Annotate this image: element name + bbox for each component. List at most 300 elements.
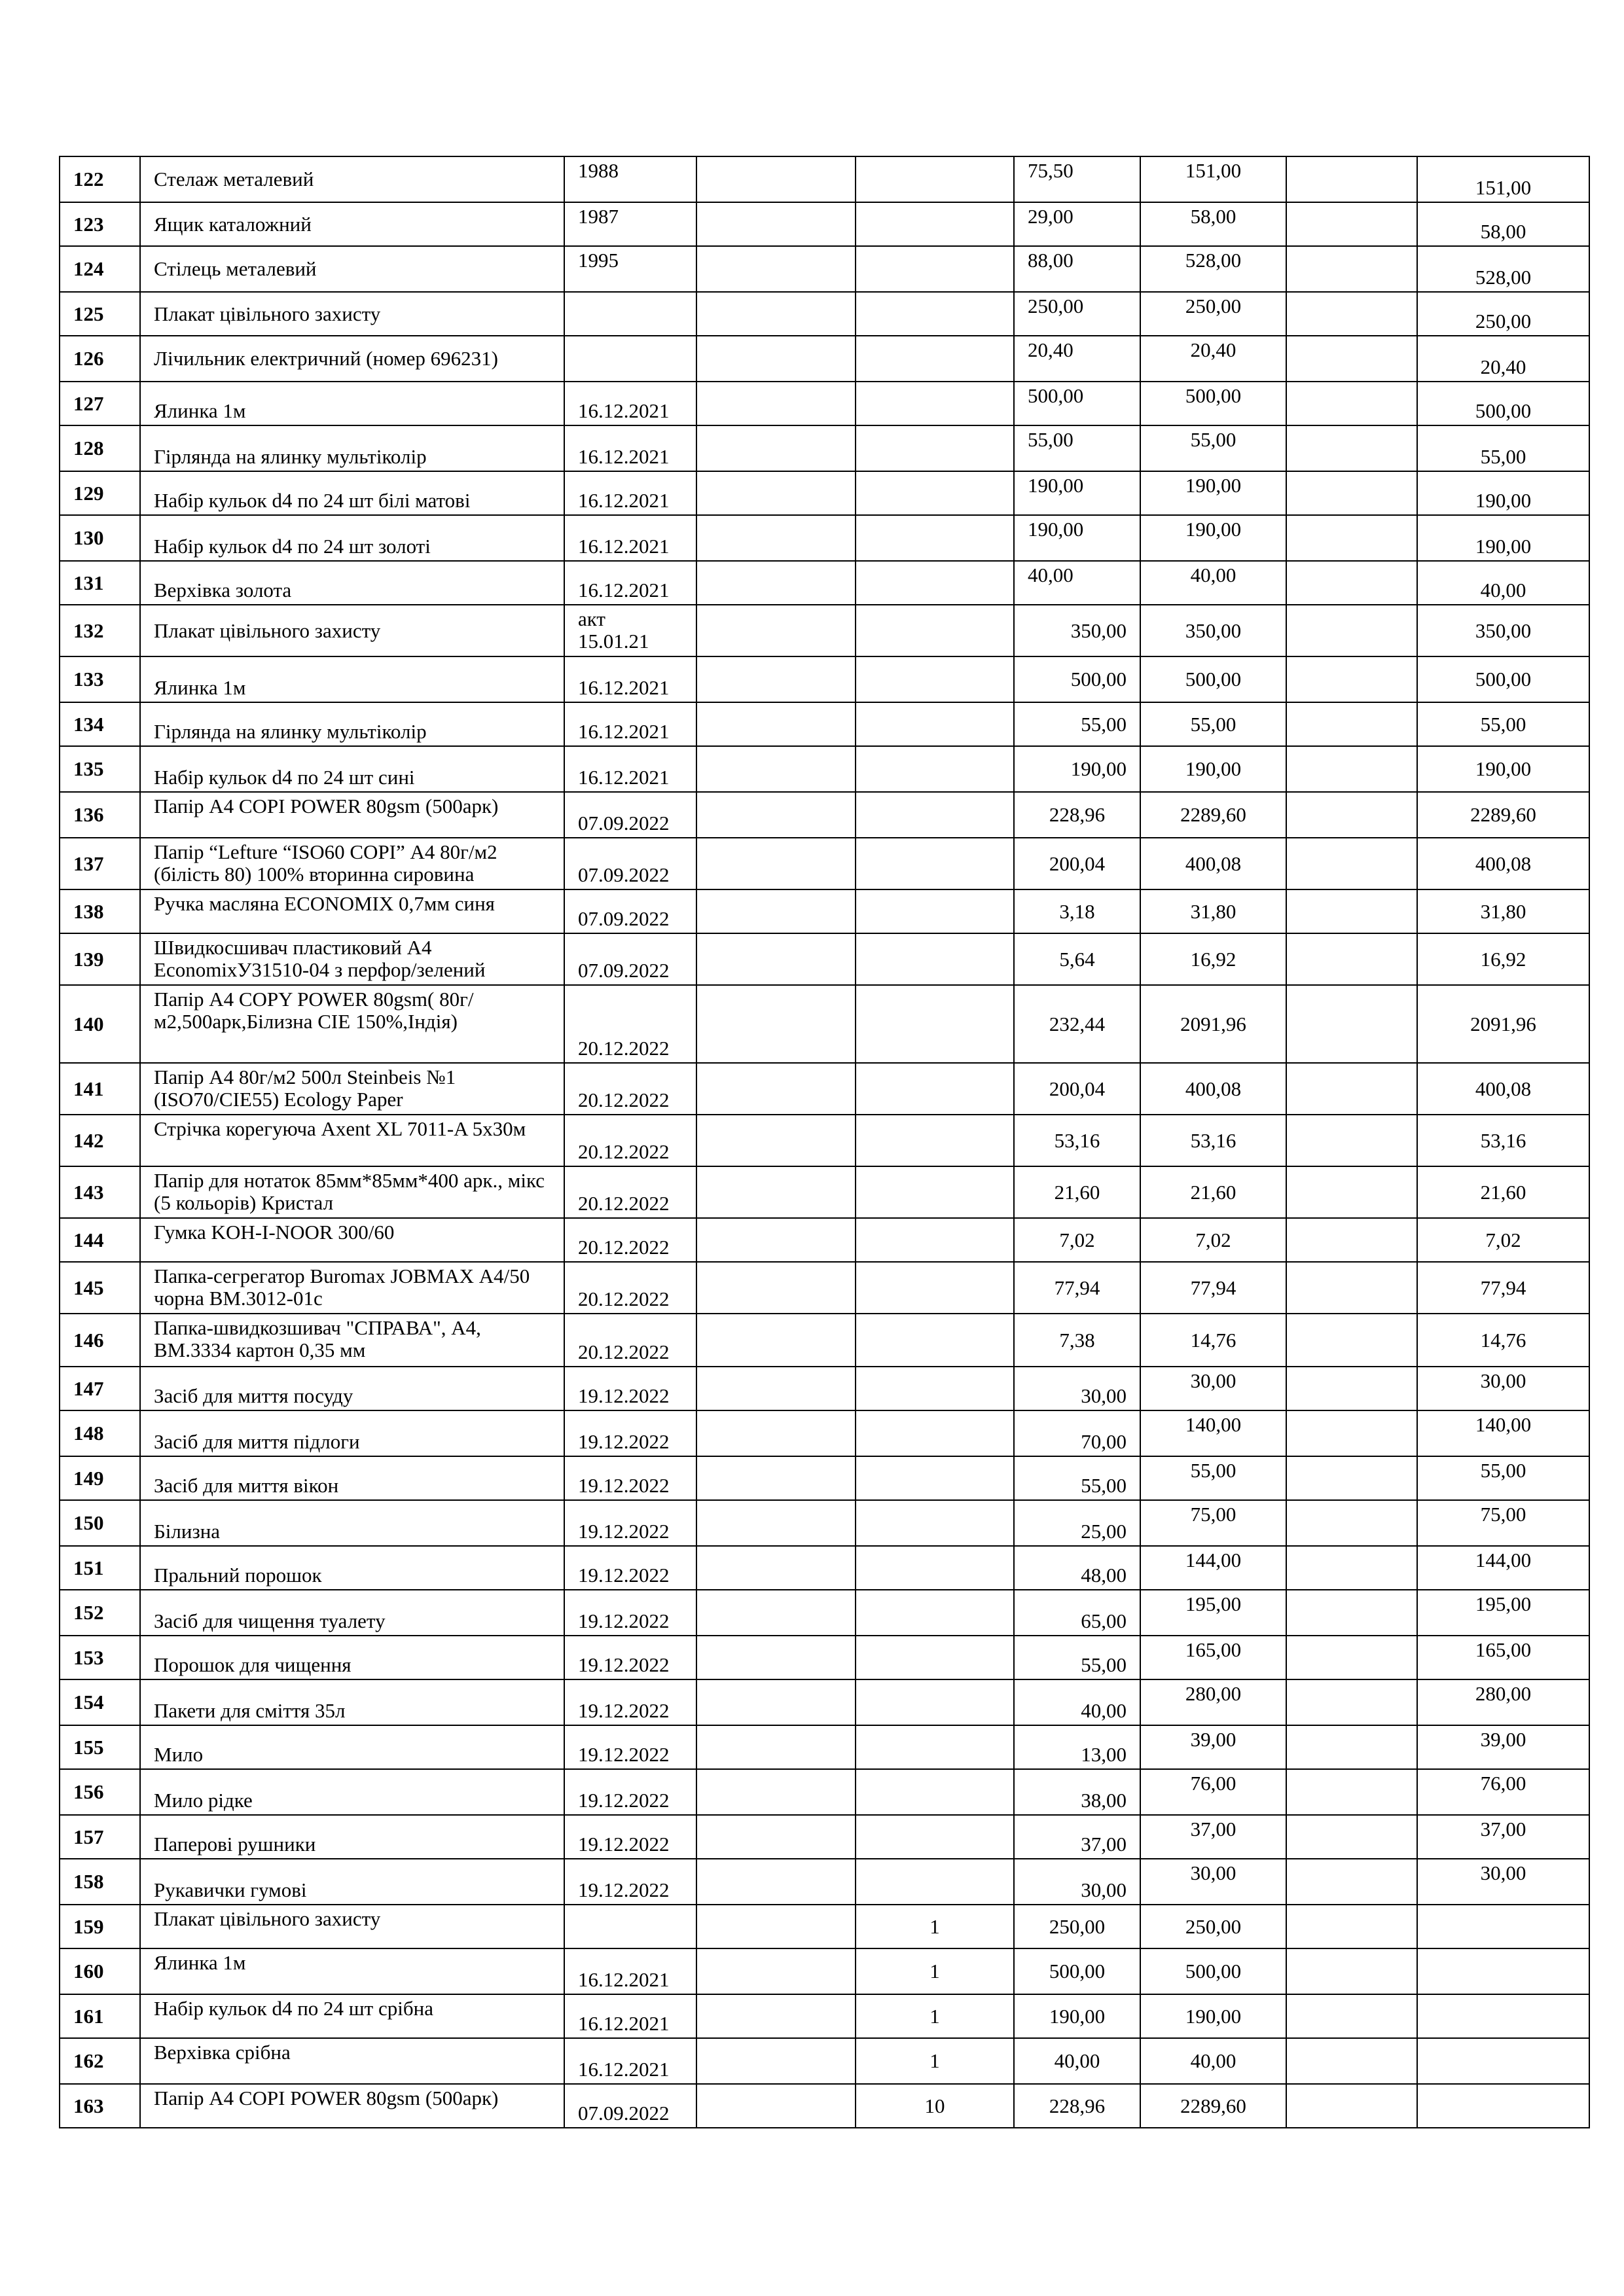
item-total: 250,00 <box>1140 292 1286 336</box>
empty-cell <box>1286 1725 1417 1769</box>
item-quantity <box>856 656 1014 702</box>
row-number: 145 <box>60 1262 140 1314</box>
row-number: 139 <box>60 933 140 985</box>
item-balance: 350,00 <box>1417 605 1589 656</box>
item-price: 29,00 <box>1014 202 1140 246</box>
row-number: 151 <box>60 1546 140 1590</box>
row-number: 123 <box>60 202 140 246</box>
item-quantity <box>856 292 1014 336</box>
table-row <box>60 838 1589 889</box>
item-total: 2091,96 <box>1140 985 1286 1063</box>
item-total: 30,00 <box>1140 1367 1286 1410</box>
item-name: Плакат цівільного захисту <box>140 605 564 656</box>
row-number: 124 <box>60 246 140 292</box>
item-total: 190,00 <box>1140 746 1286 792</box>
item-balance: 144,00 <box>1417 1546 1589 1590</box>
item-name: Плакат цівільного захисту <box>140 292 564 336</box>
item-name: Ящик каталожний <box>140 202 564 246</box>
item-date: акт 15.01.21 <box>564 605 696 656</box>
empty-cell <box>696 1314 856 1367</box>
table-row <box>60 1546 1589 1590</box>
item-balance: 2091,96 <box>1417 985 1589 1063</box>
table-row <box>60 1590 1589 1636</box>
item-total: 30,00 <box>1140 1859 1286 1905</box>
item-quantity <box>856 1725 1014 1769</box>
item-date: 16.12.2021 <box>564 1994 696 2038</box>
item-date: 19.12.2022 <box>564 1679 696 1725</box>
item-name: Папір А4 COPY POWER 80gsm( 80г/м2,500арк,Білизна CIE 150%,Індія) <box>140 985 564 1063</box>
empty-cell <box>1286 382 1417 425</box>
item-quantity <box>856 471 1014 515</box>
empty-cell <box>696 656 856 702</box>
empty-cell <box>696 702 856 746</box>
item-balance: 30,00 <box>1417 1367 1589 1410</box>
item-total: 58,00 <box>1140 202 1286 246</box>
empty-cell <box>696 1769 856 1815</box>
item-price: 55,00 <box>1014 1636 1140 1679</box>
empty-cell <box>1286 425 1417 471</box>
table-row <box>60 1456 1589 1500</box>
item-date: 07.09.2022 <box>564 792 696 838</box>
empty-cell <box>696 1218 856 1262</box>
item-date: 20.12.2022 <box>564 1166 696 1218</box>
item-quantity: 1 <box>856 1994 1014 2038</box>
item-price: 40,00 <box>1014 1679 1140 1725</box>
empty-cell <box>1286 246 1417 292</box>
item-name: Засіб для миття вікон <box>140 1456 564 1500</box>
item-name: Паперові рушники <box>140 1815 564 1859</box>
empty-cell <box>696 792 856 838</box>
empty-cell <box>696 1679 856 1725</box>
item-name: Порошок для чищення <box>140 1636 564 1679</box>
table-row <box>60 889 1589 933</box>
item-price: 250,00 <box>1014 292 1140 336</box>
item-name: Гірлянда на ялинку мультіколір <box>140 702 564 746</box>
empty-cell <box>1286 471 1417 515</box>
item-total: 280,00 <box>1140 1679 1286 1725</box>
item-name: Папір А4 80г/м2 500л Steinbeis №1 (ISO70/CIE55) Ecology Paper <box>140 1063 564 1115</box>
table-row <box>60 1905 1589 1948</box>
item-price: 190,00 <box>1014 515 1140 561</box>
item-price: 88,00 <box>1014 246 1140 292</box>
item-date: 19.12.2022 <box>564 1546 696 1590</box>
item-name: Мило рідке <box>140 1769 564 1815</box>
table-row <box>60 561 1589 605</box>
item-balance: 58,00 <box>1417 202 1589 246</box>
empty-cell <box>1286 1166 1417 1218</box>
item-name: Гумка KOH-I-NOOR 300/60 <box>140 1218 564 1262</box>
item-name: Стілець металевий <box>140 246 564 292</box>
item-total: 190,00 <box>1140 1994 1286 2038</box>
item-total: 528,00 <box>1140 246 1286 292</box>
item-balance: 190,00 <box>1417 746 1589 792</box>
item-date <box>564 336 696 382</box>
item-balance: 500,00 <box>1417 382 1589 425</box>
item-name: Пральний порошок <box>140 1546 564 1590</box>
row-number: 122 <box>60 156 140 202</box>
table-row <box>60 1859 1589 1905</box>
row-number: 127 <box>60 382 140 425</box>
table-row <box>60 336 1589 382</box>
item-price: 7,38 <box>1014 1314 1140 1367</box>
item-date: 20.12.2022 <box>564 1218 696 1262</box>
empty-cell <box>696 1636 856 1679</box>
item-balance <box>1417 1948 1589 1994</box>
item-date: 07.09.2022 <box>564 838 696 889</box>
empty-cell <box>1286 1063 1417 1115</box>
table-row <box>60 292 1589 336</box>
row-number: 162 <box>60 2038 140 2084</box>
table-row <box>60 1410 1589 1456</box>
row-number: 134 <box>60 702 140 746</box>
item-price: 53,16 <box>1014 1115 1140 1166</box>
item-date: 19.12.2022 <box>564 1410 696 1456</box>
item-quantity <box>856 985 1014 1063</box>
item-quantity <box>856 156 1014 202</box>
empty-cell <box>696 1948 856 1994</box>
table-row <box>60 702 1589 746</box>
item-price: 232,44 <box>1014 985 1140 1063</box>
empty-cell <box>1286 889 1417 933</box>
table-row <box>60 1500 1589 1546</box>
table-row <box>60 985 1589 1063</box>
item-quantity <box>856 1218 1014 1262</box>
item-total: 2289,60 <box>1140 2084 1286 2128</box>
item-balance: 77,94 <box>1417 1262 1589 1314</box>
item-name: Швидкосшивач пластиковий А4 EconomixУ31510-04 з перфор/зелений <box>140 933 564 985</box>
empty-cell <box>696 1994 856 2038</box>
empty-cell <box>1286 2038 1417 2084</box>
item-price: 20,40 <box>1014 336 1140 382</box>
empty-cell <box>1286 746 1417 792</box>
item-total: 77,94 <box>1140 1262 1286 1314</box>
item-price: 7,02 <box>1014 1218 1140 1262</box>
item-balance: 31,80 <box>1417 889 1589 933</box>
item-date: 20.12.2022 <box>564 985 696 1063</box>
item-total: 55,00 <box>1140 702 1286 746</box>
table-row <box>60 1994 1589 2038</box>
item-balance: 55,00 <box>1417 702 1589 746</box>
item-quantity <box>856 202 1014 246</box>
item-total: 250,00 <box>1140 1905 1286 1948</box>
item-name: Засіб для миття підлоги <box>140 1410 564 1456</box>
item-quantity <box>856 1063 1014 1115</box>
table-row <box>60 1367 1589 1410</box>
empty-cell <box>1286 1314 1417 1367</box>
row-number: 126 <box>60 336 140 382</box>
empty-cell <box>696 1905 856 1948</box>
item-date <box>564 1905 696 1948</box>
row-number: 155 <box>60 1725 140 1769</box>
item-name: Пакети для сміття 35л <box>140 1679 564 1725</box>
item-total: 14,76 <box>1140 1314 1286 1367</box>
item-total: 76,00 <box>1140 1769 1286 1815</box>
item-quantity <box>856 1546 1014 1590</box>
empty-cell <box>696 1262 856 1314</box>
item-name: Стелаж металевий <box>140 156 564 202</box>
item-quantity <box>856 1166 1014 1218</box>
item-date: 19.12.2022 <box>564 1500 696 1546</box>
item-price: 30,00 <box>1014 1859 1140 1905</box>
item-date: 19.12.2022 <box>564 1859 696 1905</box>
table-row <box>60 1218 1589 1262</box>
empty-cell <box>1286 1367 1417 1410</box>
row-number: 146 <box>60 1314 140 1367</box>
item-balance: 140,00 <box>1417 1410 1589 1456</box>
table-row <box>60 656 1589 702</box>
item-date: 20.12.2022 <box>564 1314 696 1367</box>
empty-cell <box>1286 1546 1417 1590</box>
item-quantity: 1 <box>856 1948 1014 1994</box>
empty-cell <box>1286 1500 1417 1546</box>
table-row <box>60 1063 1589 1115</box>
empty-cell <box>1286 1905 1417 1948</box>
item-total: 20,40 <box>1140 336 1286 382</box>
item-quantity: 10 <box>856 2084 1014 2128</box>
item-date: 19.12.2022 <box>564 1590 696 1636</box>
item-total: 350,00 <box>1140 605 1286 656</box>
empty-cell <box>1286 561 1417 605</box>
item-total: 195,00 <box>1140 1590 1286 1636</box>
item-quantity <box>856 1590 1014 1636</box>
item-date: 16.12.2021 <box>564 471 696 515</box>
table-row <box>60 382 1589 425</box>
item-date: 16.12.2021 <box>564 561 696 605</box>
item-price: 200,04 <box>1014 1063 1140 1115</box>
empty-cell <box>696 2038 856 2084</box>
item-quantity <box>856 382 1014 425</box>
empty-cell <box>696 1456 856 1500</box>
item-total: 400,08 <box>1140 1063 1286 1115</box>
table-row <box>60 1262 1589 1314</box>
item-date: 07.09.2022 <box>564 2084 696 2128</box>
item-balance: 7,02 <box>1417 1218 1589 1262</box>
item-price: 55,00 <box>1014 1456 1140 1500</box>
item-quantity <box>856 1859 1014 1905</box>
item-name: Папір А4 COPI POWER 80gsm (500арк) <box>140 2084 564 2128</box>
item-name: Засіб для миття посуду <box>140 1367 564 1410</box>
row-number: 136 <box>60 792 140 838</box>
item-balance: 500,00 <box>1417 656 1589 702</box>
table-row <box>60 792 1589 838</box>
empty-cell <box>1286 792 1417 838</box>
item-quantity <box>856 561 1014 605</box>
item-date: 16.12.2021 <box>564 656 696 702</box>
row-number: 144 <box>60 1218 140 1262</box>
item-date: 16.12.2021 <box>564 1948 696 1994</box>
item-name: Плакат цівільного захисту <box>140 1905 564 1948</box>
item-quantity <box>856 838 1014 889</box>
empty-cell <box>1286 1218 1417 1262</box>
item-price: 75,50 <box>1014 156 1140 202</box>
item-name: Папка-швидкозшивач "СПРАВА", А4, ВМ.3334 картон 0,35 мм <box>140 1314 564 1367</box>
item-price: 40,00 <box>1014 2038 1140 2084</box>
item-total: 7,02 <box>1140 1218 1286 1262</box>
item-date: 19.12.2022 <box>564 1725 696 1769</box>
item-balance: 20,40 <box>1417 336 1589 382</box>
item-price: 350,00 <box>1014 605 1140 656</box>
item-price: 5,64 <box>1014 933 1140 985</box>
empty-cell <box>1286 1859 1417 1905</box>
row-number: 140 <box>60 985 140 1063</box>
item-balance: 30,00 <box>1417 1859 1589 1905</box>
item-total: 165,00 <box>1140 1636 1286 1679</box>
item-balance: 55,00 <box>1417 425 1589 471</box>
item-name: Мило <box>140 1725 564 1769</box>
item-balance: 165,00 <box>1417 1636 1589 1679</box>
empty-cell <box>696 985 856 1063</box>
empty-cell <box>696 1410 856 1456</box>
row-number: 153 <box>60 1636 140 1679</box>
row-number: 148 <box>60 1410 140 1456</box>
table-row <box>60 1115 1589 1166</box>
item-balance: 400,08 <box>1417 838 1589 889</box>
item-quantity <box>856 246 1014 292</box>
item-total: 39,00 <box>1140 1725 1286 1769</box>
item-date: 20.12.2022 <box>564 1063 696 1115</box>
item-price: 250,00 <box>1014 1905 1140 1948</box>
item-quantity <box>856 336 1014 382</box>
item-name: Папка-сегрегатор Buromax JOBMAX А4/50 чорна BM.3012-01c <box>140 1262 564 1314</box>
item-quantity <box>856 1679 1014 1725</box>
empty-cell <box>696 838 856 889</box>
empty-cell <box>696 202 856 246</box>
item-price: 70,00 <box>1014 1410 1140 1456</box>
item-balance: 151,00 <box>1417 156 1589 202</box>
item-quantity <box>856 1815 1014 1859</box>
item-balance: 75,00 <box>1417 1500 1589 1546</box>
item-price: 30,00 <box>1014 1367 1140 1410</box>
empty-cell <box>696 561 856 605</box>
item-date: 16.12.2021 <box>564 515 696 561</box>
empty-cell <box>696 156 856 202</box>
item-name: Ялинка 1м <box>140 656 564 702</box>
empty-cell <box>696 246 856 292</box>
item-quantity: 1 <box>856 2038 1014 2084</box>
item-price: 200,04 <box>1014 838 1140 889</box>
empty-cell <box>1286 1815 1417 1859</box>
item-total: 190,00 <box>1140 515 1286 561</box>
row-number: 128 <box>60 425 140 471</box>
item-quantity: 1 <box>856 1905 1014 1948</box>
item-total: 31,80 <box>1140 889 1286 933</box>
row-number: 163 <box>60 2084 140 2128</box>
item-name: Верхівка золота <box>140 561 564 605</box>
empty-cell <box>1286 202 1417 246</box>
item-price: 55,00 <box>1014 702 1140 746</box>
item-price: 500,00 <box>1014 1948 1140 1994</box>
item-date: 07.09.2022 <box>564 933 696 985</box>
inventory-table <box>59 156 1590 2128</box>
item-total: 55,00 <box>1140 1456 1286 1500</box>
empty-cell <box>696 746 856 792</box>
item-balance: 2289,60 <box>1417 792 1589 838</box>
item-name: Папір для нотаток 85мм*85мм*400 арк., мікс (5 кольорів) Кристал <box>140 1166 564 1218</box>
item-name: Папір “Lefture “ISO60 COPI” А4 80г/м2 (білість 80) 100% вторинна сировина <box>140 838 564 889</box>
empty-cell <box>1286 1456 1417 1500</box>
empty-cell <box>696 382 856 425</box>
table-row <box>60 1166 1589 1218</box>
item-price: 190,00 <box>1014 1994 1140 2038</box>
item-price: 37,00 <box>1014 1815 1140 1859</box>
table-row <box>60 1769 1589 1815</box>
item-price: 25,00 <box>1014 1500 1140 1546</box>
item-price: 190,00 <box>1014 746 1140 792</box>
empty-cell <box>1286 1262 1417 1314</box>
row-number: 142 <box>60 1115 140 1166</box>
item-price: 55,00 <box>1014 425 1140 471</box>
empty-cell <box>696 1725 856 1769</box>
item-total: 37,00 <box>1140 1815 1286 1859</box>
empty-cell <box>696 515 856 561</box>
item-total: 400,08 <box>1140 838 1286 889</box>
item-date <box>564 292 696 336</box>
item-balance: 39,00 <box>1417 1725 1589 1769</box>
item-price: 65,00 <box>1014 1590 1140 1636</box>
item-balance: 76,00 <box>1417 1769 1589 1815</box>
item-name: Набір кульок d4 по 24 шт сині <box>140 746 564 792</box>
empty-cell <box>1286 1590 1417 1636</box>
item-total: 140,00 <box>1140 1410 1286 1456</box>
item-balance <box>1417 1994 1589 2038</box>
table-row <box>60 605 1589 656</box>
empty-cell <box>1286 1948 1417 1994</box>
item-price: 500,00 <box>1014 382 1140 425</box>
item-date: 1995 <box>564 246 696 292</box>
empty-cell <box>1286 1679 1417 1725</box>
empty-cell <box>696 292 856 336</box>
empty-cell <box>696 471 856 515</box>
item-balance <box>1417 2084 1589 2128</box>
empty-cell <box>1286 656 1417 702</box>
row-number: 138 <box>60 889 140 933</box>
empty-cell <box>1286 2084 1417 2128</box>
table-row <box>60 471 1589 515</box>
table-row <box>60 1725 1589 1769</box>
item-date: 16.12.2021 <box>564 382 696 425</box>
item-total: 2289,60 <box>1140 792 1286 838</box>
row-number: 149 <box>60 1456 140 1500</box>
item-balance: 53,16 <box>1417 1115 1589 1166</box>
item-date: 16.12.2021 <box>564 2038 696 2084</box>
item-balance: 21,60 <box>1417 1166 1589 1218</box>
empty-cell <box>696 1859 856 1905</box>
table-row <box>60 1314 1589 1367</box>
row-number: 130 <box>60 515 140 561</box>
table-row <box>60 515 1589 561</box>
item-price: 3,18 <box>1014 889 1140 933</box>
empty-cell <box>696 889 856 933</box>
empty-cell <box>696 336 856 382</box>
table-row <box>60 1636 1589 1679</box>
item-balance: 190,00 <box>1417 471 1589 515</box>
item-name: Засіб для чищення туалету <box>140 1590 564 1636</box>
table-row <box>60 156 1589 202</box>
item-date: 20.12.2022 <box>564 1262 696 1314</box>
empty-cell <box>696 1500 856 1546</box>
item-name: Набір кульок d4 по 24 шт золоті <box>140 515 564 561</box>
table-row <box>60 246 1589 292</box>
item-date: 19.12.2022 <box>564 1367 696 1410</box>
item-price: 38,00 <box>1014 1769 1140 1815</box>
item-balance: 14,76 <box>1417 1314 1589 1367</box>
item-quantity <box>856 1769 1014 1815</box>
item-date: 1987 <box>564 202 696 246</box>
row-number: 157 <box>60 1815 140 1859</box>
table-row <box>60 1679 1589 1725</box>
item-balance: 55,00 <box>1417 1456 1589 1500</box>
item-price: 228,96 <box>1014 2084 1140 2128</box>
